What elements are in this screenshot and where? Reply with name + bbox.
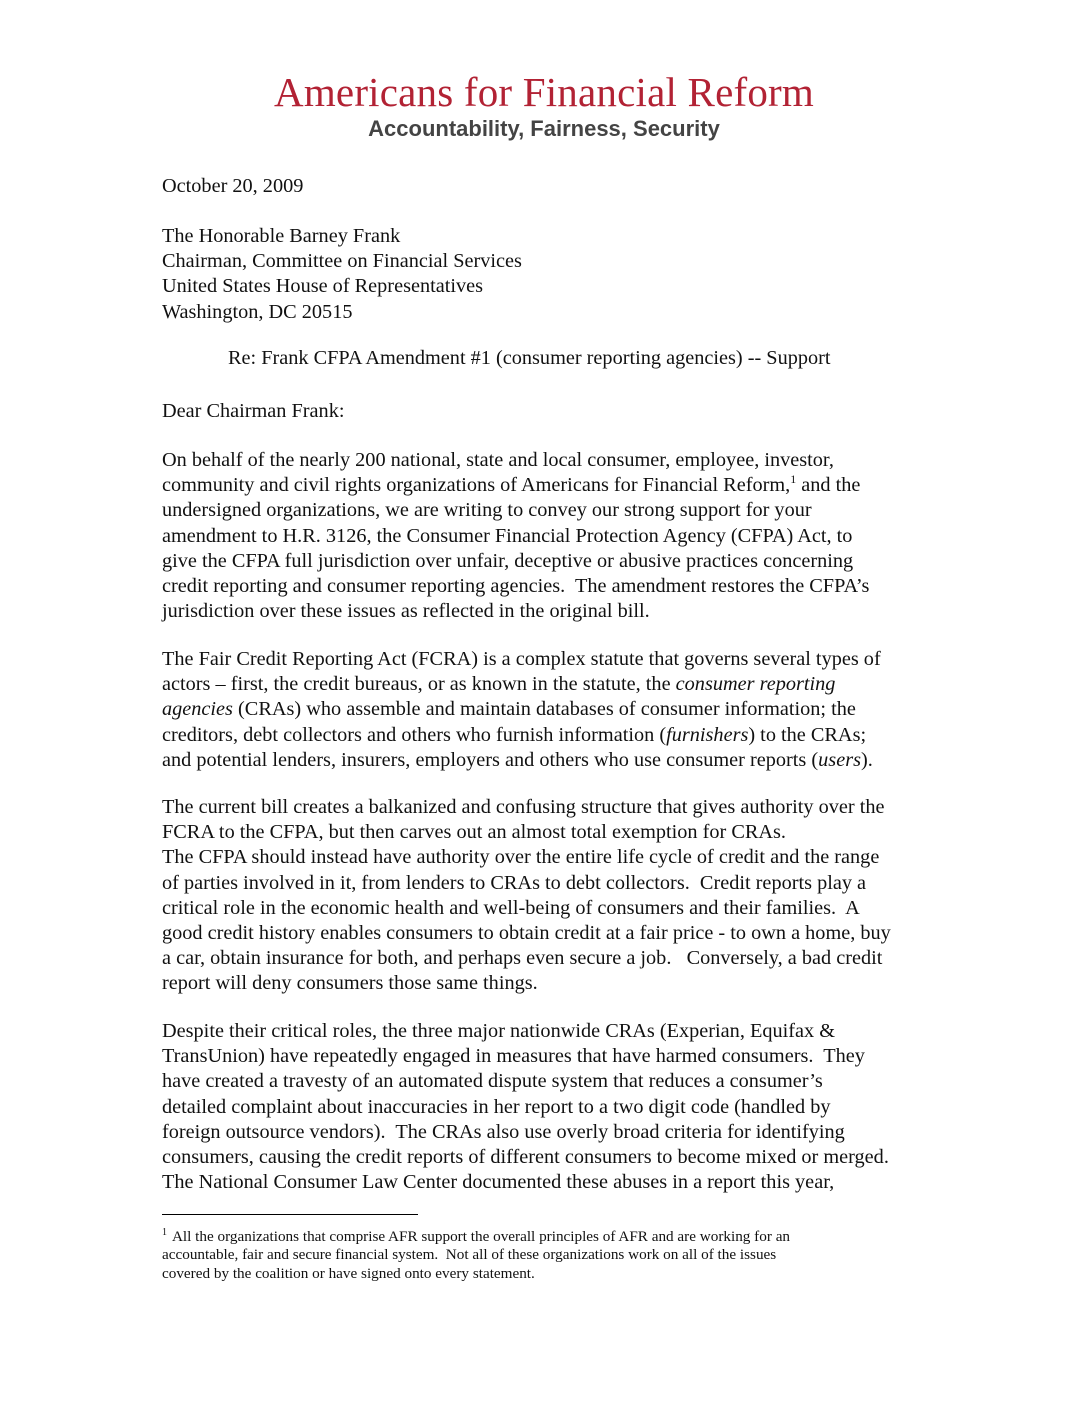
recipient-address — [162, 224, 972, 325]
text-run: (CRAs) who assemble and maintain databases of consumer information; the — [232, 698, 856, 721]
footnote-marker: 1 — [162, 1227, 167, 1238]
footnote-divider — [162, 1214, 418, 1215]
emphasis-text: users — [818, 748, 861, 771]
text-line — [162, 697, 972, 722]
text-line: detailed complaint about inaccuracies in her report to a two digit code (handled by — [162, 1095, 831, 1118]
salutation: Dear Chairman Frank: — [162, 400, 345, 422]
text-run: ) to the CRAs; — [748, 723, 867, 746]
emphasis-text: agencies — [162, 698, 233, 721]
text-line: consumers, causing the credit reports of different consumers to become mixed or merged. — [162, 1146, 889, 1169]
text-line: The CFPA should instead have authority over the entire life cycle of credit and the range — [162, 846, 880, 869]
footnote-line: covered by the coalition or have signed onto every statement. — [162, 1264, 535, 1282]
text-line: amendment to H.R. 3126, the Consumer Financial Protection Agency (CFPA) Act, to — [162, 524, 853, 547]
text-line: report will deny consumers those same things. — [162, 972, 538, 995]
text-run: actors – first, the credit bureaus, or as known in the statute, the — [162, 673, 676, 696]
text-run: ). — [860, 748, 873, 771]
text-line: undersigned organizations, we are writing to convey our strong support for your — [162, 499, 812, 522]
text-line: The National Consumer Law Center documented these abuses in a report this year, — [162, 1171, 835, 1194]
footnote-reference: 1 — [790, 472, 797, 487]
text-line — [162, 672, 972, 697]
text-run: and potential lenders, insurers, employers and others who use consumer reports ( — [162, 748, 819, 771]
text-line: credit reporting and consumer reporting agencies. The amendment restores the CFPA’s — [162, 575, 870, 598]
text-run: and the — [796, 474, 861, 497]
text-line: give the CFPA full jurisdiction over unfair, deceptive or abusive practices concerning — [162, 549, 854, 572]
footnote-line: accountable, fair and secure financial system. Not all of these organizations work on all of the issues — [162, 1246, 777, 1264]
emphasis-text: consumer reporting — [675, 673, 836, 696]
letter-date: October 20, 2009 — [162, 175, 304, 197]
text-line — [162, 473, 972, 498]
text-line: have created a travesty of an automated dispute system that reduces a consumer’s — [162, 1070, 823, 1093]
recipient-line: Washington, DC 20515 — [162, 300, 353, 323]
text-line: good credit history enables consumers to obtain credit at a fair price - to own a home, buy — [162, 922, 891, 945]
text-line: FCRA to the CFPA, but then carves out an almost total exemption for CRAs. — [162, 821, 787, 844]
recipient-line: Chairman, Committee on Financial Services — [162, 250, 522, 273]
text-line: foreign outsource vendors). The CRAs also use overly broad criteria for identifying — [162, 1120, 845, 1143]
paragraph-3 — [162, 795, 972, 997]
footnote — [162, 1228, 922, 1283]
emphasis-text: furnishers — [666, 723, 749, 746]
paragraph-1 — [162, 448, 972, 624]
letterhead-org-name: Americans for Financial Reform — [274, 69, 814, 115]
text-line — [162, 723, 972, 748]
footnote-line — [162, 1228, 922, 1246]
text-line: The current bill creates a balkanized and confusing structure that gives authority over the — [162, 796, 885, 818]
text-run: community and civil rights organizations of Americans for Financial Reform, — [162, 474, 791, 497]
letterhead-tagline: Accountability, Fairness, Security — [368, 116, 720, 141]
recipient-line: The Honorable Barney Frank — [162, 225, 401, 247]
text-line: of parties involved in it, from lenders to CRAs to debt collectors. Credit reports play a — [162, 871, 867, 894]
text-line: jurisdiction over these issues as reflected in the original bill. — [162, 600, 650, 623]
text-run: All the organizations that comprise AFR support the overall principles of AFR and are working for an — [169, 1228, 791, 1245]
recipient-line: United States House of Representatives — [162, 275, 484, 298]
text-line: On behalf of the nearly 200 national, state and local consumer, employee, investor, — [162, 449, 834, 471]
text-line: TransUnion) have repeatedly engaged in measures that have harmed consumers. They — [162, 1045, 865, 1068]
paragraph-2 — [162, 647, 972, 773]
paragraph-4 — [162, 1019, 972, 1195]
text-run: creditors, debt collectors and others who furnish information ( — [162, 723, 667, 746]
text-line: Despite their critical roles, the three major nationwide CRAs (Experian, Equifax & — [162, 1020, 836, 1042]
text-line — [162, 748, 972, 773]
text-line: critical role in the economic health and well-being of consumers and their families. A — [162, 896, 860, 919]
text-line: The Fair Credit Reporting Act (FCRA) is a complex statute that governs several types of — [162, 648, 881, 670]
text-line: a car, obtain insurance for both, and perhaps even secure a job. Conversely, a bad credit — [162, 947, 883, 970]
re-line: Re: Frank CFPA Amendment #1 (consumer reporting agencies) -- Support — [228, 347, 831, 369]
